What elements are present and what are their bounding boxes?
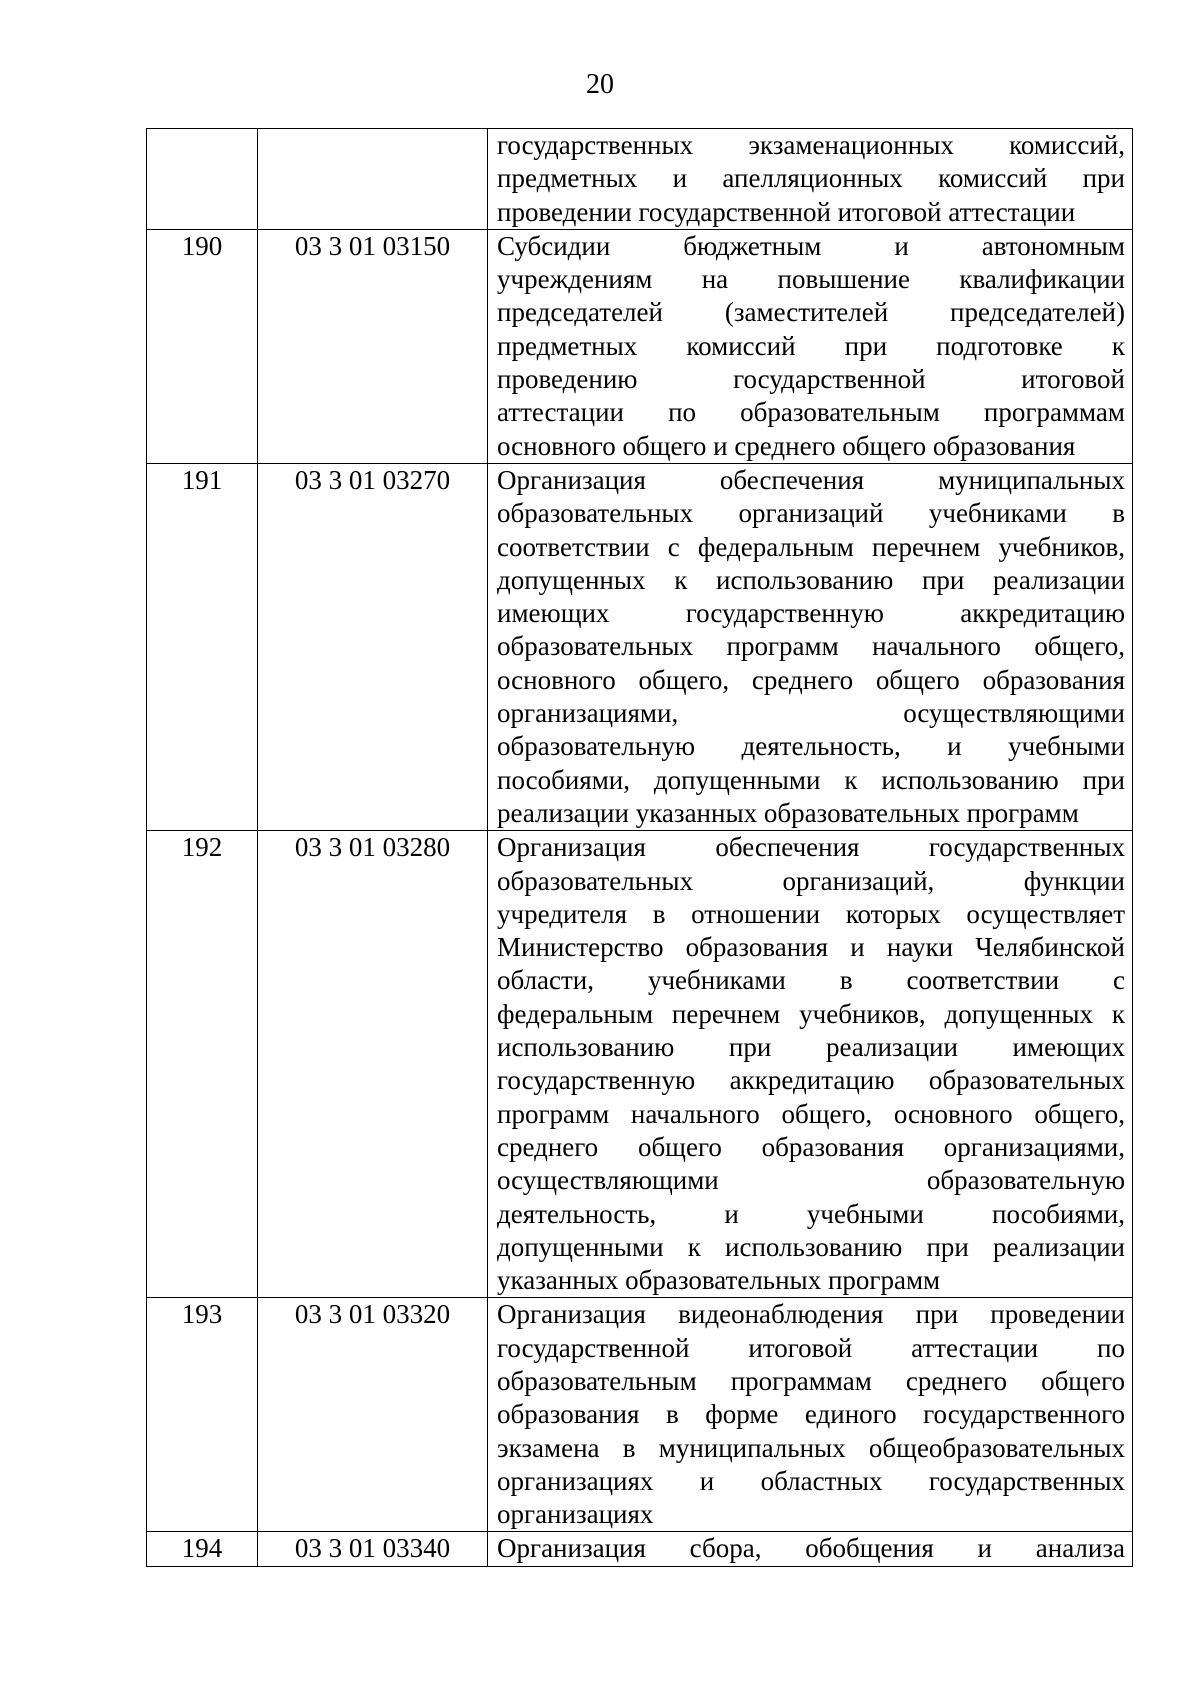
description-line: использованию при реализации имеющих [497, 1032, 1125, 1063]
description-line: организациях и областных государственных [497, 1465, 1125, 1496]
budget-code-cell: 03 3 01 03320 [258, 1298, 488, 1532]
description-line: основного общего и среднего общего образования [497, 430, 1076, 461]
description-line: пособиями, допущенными к использованию при [497, 764, 1125, 795]
page-number: 20 [586, 69, 614, 100]
description-cell [488, 463, 1133, 830]
description-line: предметных и апелляционных комиссий при [497, 163, 1125, 194]
description-line: аттестации по образовательным программам [497, 397, 1125, 428]
row-number-cell [147, 129, 258, 230]
description-line: государственную аккредитацию образовательных [497, 1065, 1125, 1096]
description-line: проведению государственной итоговой [497, 364, 1125, 395]
description-line: образовательных организаций, функции [497, 865, 1125, 896]
description-cell [488, 831, 1133, 1298]
description-line: образовательных организаций учебниками в [497, 498, 1125, 529]
table-row [147, 229, 1133, 463]
description-line: программ начального общего, основного общего, [497, 1098, 1125, 1129]
budget-classification-table [146, 128, 1133, 1567]
description-line: экзамена в муниципальных общеобразовательных [497, 1432, 1125, 1463]
budget-code-cell: 03 3 01 03280 [258, 831, 488, 1298]
table-row [147, 1532, 1133, 1566]
description-line: основного общего, среднего общего образования [497, 664, 1125, 695]
description-line: указанных образовательных программ [497, 1265, 941, 1296]
description-line: Организация видеонаблюдения при проведении [497, 1299, 1125, 1330]
description-line: организациях [497, 1499, 654, 1530]
description-line: Субсидии бюджетным и автономным [497, 230, 1125, 261]
description-line: допущенными к использованию при реализации [497, 1231, 1125, 1262]
description-line: образовательных программ начального общего, [497, 631, 1125, 662]
description-line: государственной итоговой аттестации по [497, 1332, 1125, 1363]
description-line: соответствии с федеральным перечнем учебников, [497, 531, 1125, 562]
budget-code-cell: 03 3 01 03150 [258, 229, 488, 463]
description-line: Организация обеспечения государственных [497, 832, 1125, 863]
description-line: образовательную деятельность, и учебными [497, 731, 1125, 762]
description-line: осуществляющими образовательную [497, 1165, 1125, 1196]
table-row [147, 129, 1133, 230]
row-number-cell: 192 [147, 831, 258, 1298]
table-row [147, 463, 1133, 830]
row-number-cell: 193 [147, 1298, 258, 1532]
budget-code-cell: 03 3 01 03340 [258, 1532, 488, 1566]
description-line: деятельность, и учебными пособиями, [497, 1198, 1125, 1229]
budget-code-cell [258, 129, 488, 230]
description-line: реализации указанных образовательных программ [497, 797, 1079, 828]
description-line: образования в форме единого государственного [497, 1399, 1125, 1430]
row-number-cell: 191 [147, 463, 258, 830]
description-line: учреждениям на повышение квалификации [497, 264, 1125, 295]
description-cell [488, 129, 1133, 230]
description-cell [488, 1298, 1133, 1532]
description-line: председателей (заместителей председателей) [497, 297, 1125, 328]
description-line: организациями, осуществляющими [497, 698, 1125, 729]
description-line: Организация обеспечения муниципальных [497, 464, 1125, 495]
description-line: учредителя в отношении которых осуществляет [497, 898, 1125, 929]
description-line: государственных экзаменационных комиссий, [497, 130, 1125, 160]
description-line: имеющих государственную аккредитацию [497, 598, 1125, 629]
description-line: федеральным перечнем учебников, допущенных к [497, 998, 1125, 1029]
description-line: области, учебниками в соответствии с [497, 965, 1125, 996]
description-line: Организация сбора, обобщения и анализа [497, 1533, 1125, 1564]
description-line: проведении государственной итоговой аттестации [497, 196, 1076, 227]
row-number-cell: 194 [147, 1532, 258, 1566]
description-cell [488, 1532, 1133, 1566]
description-line: Министерство образования и науки Челябинской [497, 932, 1125, 963]
table-row [147, 1298, 1133, 1532]
budget-code-cell: 03 3 01 03270 [258, 463, 488, 830]
table-body [147, 129, 1133, 1567]
description-line: допущенных к использованию при реализации [497, 564, 1125, 595]
description-line: образовательным программам среднего общего [497, 1365, 1125, 1396]
description-line: предметных комиссий при подготовке к [497, 330, 1125, 361]
description-cell [488, 229, 1133, 463]
table-row [147, 831, 1133, 1298]
description-line: среднего общего образования организациями, [497, 1131, 1125, 1162]
row-number-cell: 190 [147, 229, 258, 463]
